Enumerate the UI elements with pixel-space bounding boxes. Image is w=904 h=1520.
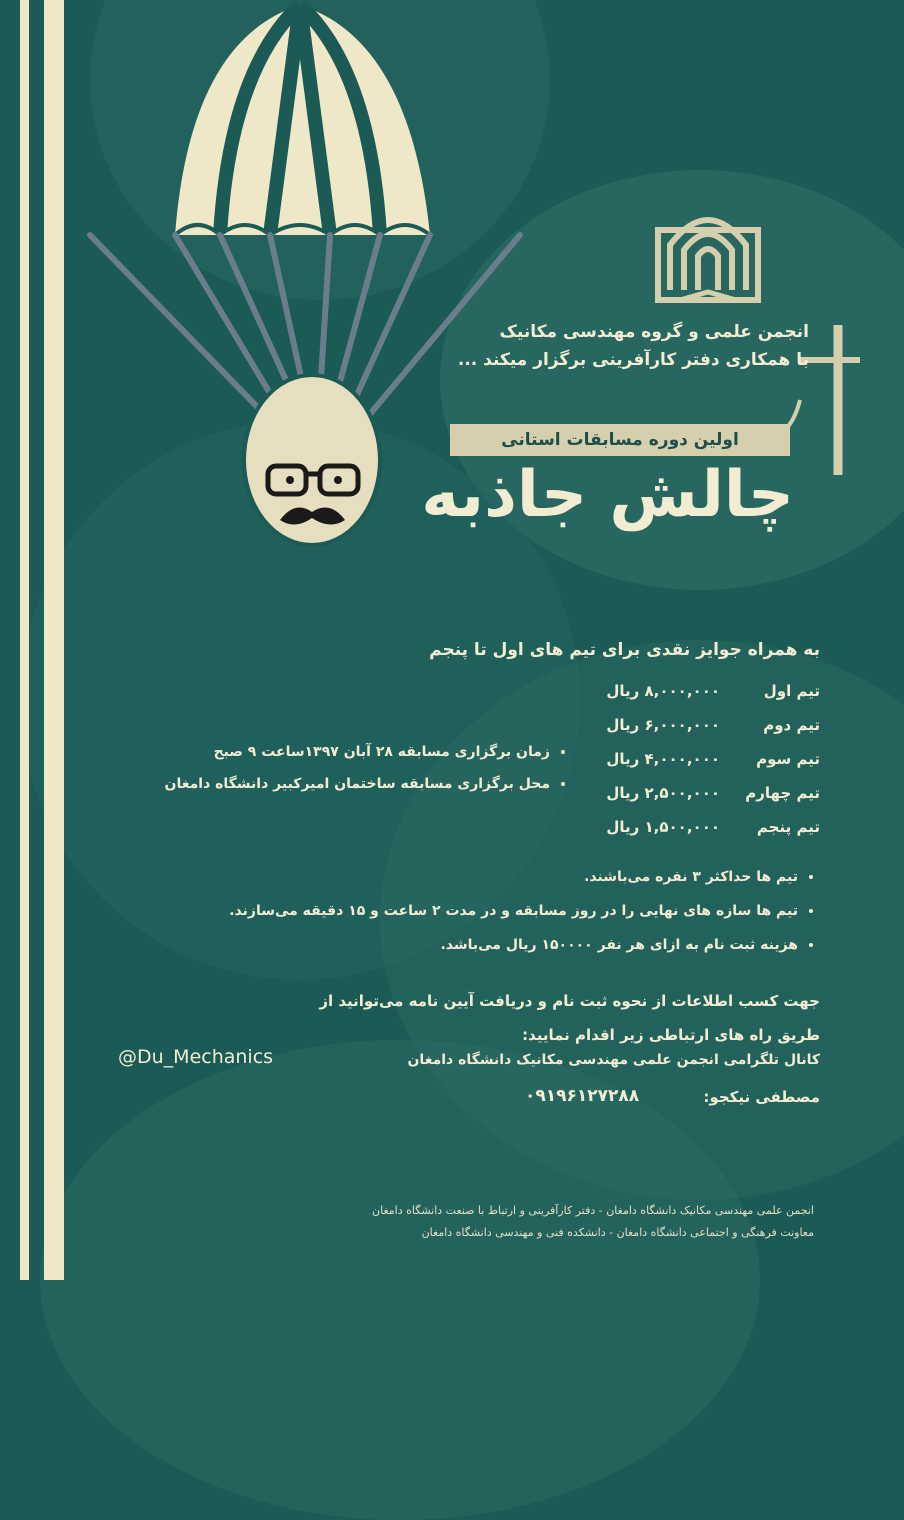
event-info <box>165 736 573 800</box>
event-place: • محل برگزاری مسابقه ساختمان امیرکبیر دانشگاه دامغان <box>165 768 551 800</box>
telegram-handle-link[interactable]: @Du_Mechanics <box>118 1046 274 1068</box>
prize-amount: ۸,۰۰۰,۰۰۰ ریال <box>606 682 720 700</box>
sponsor-line-2: با همکاری دفتر کارآفرینی برگزار میکند ... <box>457 350 809 370</box>
prize-team: تیم چهارم <box>745 784 820 802</box>
prize-row <box>600 676 820 710</box>
contact-line-2: طریق راه های ارتباطی زیر اقدام نمایید: <box>522 1026 820 1044</box>
stripe-2 <box>44 0 64 1280</box>
prize-row <box>600 710 820 744</box>
poster-title: چالش جاذبه <box>421 458 794 532</box>
prize-row <box>600 744 820 778</box>
prizes-heading: به همراه جوایز نقدی برای تیم های اول تا پنجم <box>429 640 820 660</box>
rules-list <box>229 860 820 962</box>
sponsor-text <box>458 318 809 374</box>
university-logo-icon <box>650 190 770 310</box>
footer-line-1: انجمن علمی مهندسی مکانیک دانشگاه دامغان - دفتر کارآفرینی و ارتباط با صنعت دانشگاه دامغان <box>372 1204 814 1217</box>
rule-item: • هزینه ثبت نام به ازای هر نفر ۱۵۰۰۰۰ ریال می‌باشد. <box>229 928 798 962</box>
prize-row <box>600 778 820 812</box>
channel-label: کانال تلگرامی انجمن علمی مهندسی مکانیک دانشگاه دامغان <box>407 1052 820 1068</box>
contact-person: مصطفی نیکجو: <box>703 1088 820 1106</box>
prize-amount: ۱,۵۰۰,۰۰۰ ریال <box>606 818 720 836</box>
sponsor-line-1: انجمن علمی و گروه مهندسی مکانیک <box>499 322 809 342</box>
phone-number[interactable]: ۰۹۱۹۶۱۲۷۲۸۸ <box>525 1086 640 1106</box>
contact-intro <box>319 984 820 1052</box>
egg-face-icon <box>244 375 380 545</box>
prize-row <box>600 812 820 846</box>
event-time: • زمان برگزاری مسابقه ۲۸ آبان ۱۳۹۷ساعت ۹ صبح <box>165 736 551 768</box>
ribbon <box>440 424 790 456</box>
rule-item: • تیم ها سازه های نهایی را در روز مسابقه و در مدت ۲ ساعت و ۱۵ دقیقه می‌سازند. <box>229 894 798 928</box>
prize-amount: ۲,۵۰۰,۰۰۰ ریال <box>606 784 720 802</box>
bg-circle-bottom <box>40 1040 760 1520</box>
rule-item: • تیم ها حداکثر ۳ نفره می‌باشند. <box>229 860 798 894</box>
prize-amount: ۶,۰۰۰,۰۰۰ ریال <box>606 716 720 734</box>
footer <box>372 1200 814 1244</box>
parachute-canopy-icon <box>175 5 430 235</box>
prize-list <box>600 676 820 846</box>
prize-team: تیم پنجم <box>756 818 820 836</box>
ribbon-text: اولین دوره مسابقات استانی <box>450 424 790 456</box>
contact-line-1: جهت کسب اطلاعات از نحوه ثبت نام و دریافت آیین نامه می‌توانید از <box>319 992 820 1010</box>
prize-team: تیم اول <box>763 682 820 700</box>
stripe-1 <box>20 0 29 1280</box>
prize-team: تیم دوم <box>763 716 820 734</box>
footer-line-2: معاونت فرهنگی و اجتماعی دانشگاه دامغان - دانشکده فنی و مهندسی دانشگاه دامغان <box>421 1226 814 1239</box>
prize-team: تیم سوم <box>756 750 820 768</box>
prize-amount: ۴,۰۰۰,۰۰۰ ریال <box>606 750 720 768</box>
